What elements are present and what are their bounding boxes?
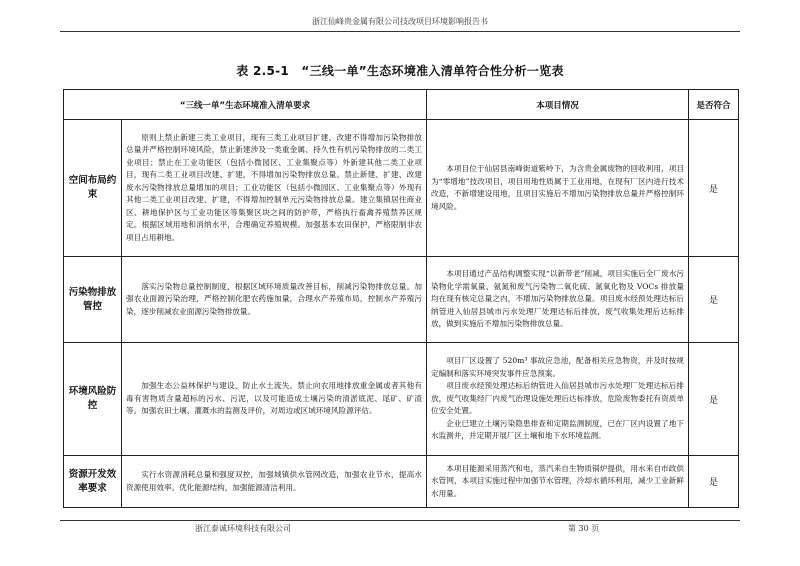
row-situation: 项目厂区设置了 520m³ 事故应急池，配备相关应急物资，并及时按规定编制和落实环境突发事件应急预案。 项目废水经预处理达标后纳管进入仙居县城市污水处理厂处理达标后排放，废气收集经厂内废气治理设施处理后达标排放，危险废物委托有资质单位安全处置。 企业已建立土壤污染隐患排查和定期监测制度，已在厂区内设置了地下水监测井，并定期开展厂区土壤和地下水环境监测。 <box>427 343 689 456</box>
row-category: 空间布局约束 <box>64 120 122 257</box>
table-row <box>64 456 739 508</box>
table-row <box>64 343 739 456</box>
row-result: 是 <box>689 456 739 508</box>
table-header-row <box>64 90 739 120</box>
footer-page-number: 第 30 页 <box>568 524 600 533</box>
row-situation: 本项目通过产品结构调整实现“以新带老”削减，项目实施后全厂废水污染物化学需氧量、氨氮和废气污染物二氧化硫、氮氧化物及 VOCs 排放量均在现有核定总量之内，不增加污染物排放总量。项目废水经预处理达标后纳管进入仙居县城市污水处理厂处理达标后排放，废气收集处理后达标排放，做到实施后不增加污染物排放总量。 <box>427 257 689 343</box>
row-category: 环境风险防控 <box>64 343 122 456</box>
row-requirement: 原则上禁止新建三类工业项目，现有三类工业项目扩建、改建不得增加污染物排放总量并严格控制环境风险，禁止新建涉及一类重金属、持久性有机污染物排放的二类工业项目；禁止在工业功能区（包括小微园区、工业集聚点等）外新建其他二类工业项目，现有二类工业项目改建、扩建，不得增加污染物排放总量。禁止新建、扩建、改建废水污染物排放总量增加的项目；工业功能区（包括小微园区、工业集聚点等）外现有其他二类工业项目改建、扩建，不得增加控制单元污染物排放总量。建立集镇居住商业区、耕地保护区与工业功能区等集聚区块之间的防护带，严格执行畜禽养殖禁养区规定。根据区域用地和消纳水平，合理确定养殖规模。加强基本农田保护，严格限制非农项目占用耕地。 <box>122 120 427 257</box>
page-header: 浙江仙峰贵金属有限公司技改项目环境影响报告书 <box>312 17 488 26</box>
table-row <box>64 257 739 343</box>
row-requirement: 加强生态公益林保护与建设，防止水土流失。禁止向农用地排放重金属或者其他有毒有害物质含量超标的污水、污泥，以及可能造成土壤污染的清淤底泥、尾矿、矿渣等。加强农田土壤、灌溉水的监测及评价，对周边或区域环境风险源评估。 <box>122 343 427 456</box>
row-situation: 本项目能源采用蒸汽和电，蒸汽来自生物质锅炉提供，用水来自市政供水管网，本项目实施过程中加强节水管理，冷却水循环利用，减少工业新鲜水用量。 <box>427 456 689 508</box>
row-category: 污染物排放管控 <box>64 257 122 343</box>
row-requirement: 实行水资源消耗总量和强度双控，加强城镇供水管网改造，加强农业节水，提高水资源使用效率。优化能源结构，加强能源清洁利用。 <box>122 456 427 508</box>
table-title: 表 2.5-1 “三线一单”生态环境准入清单符合性分析一览表 <box>236 64 564 78</box>
row-requirement: 落实污染物总量控制制度，根据区域环境质量改善目标，削减污染物排放总量。加强农业面源污染治理，严格控制化肥农药施加量，合理水产养殖布局，控制水产养殖污染，逐步削减农业面源污染物排放量。 <box>122 257 427 343</box>
row-category: 资源开发效率要求 <box>64 456 122 508</box>
col-header-result: 是否符合 <box>689 90 739 120</box>
row-result: 是 <box>689 257 739 343</box>
header-divider <box>60 31 740 32</box>
row-situation: 本项目位于仙居县南峰街道紫岭下，为含贵金属废物的回收利用，项目为“零增地”技改项目，项目用地性质属于工业用地，在现有厂区内进行技术改造，不新增建设用地，且项目实施后不增加污染物排放总量并严格控制环境风险。 <box>427 120 689 257</box>
col-header-requirements: “三线一单”生态环境准入清单要求 <box>64 90 427 120</box>
footer-company: 浙江泰诚环境科技有限公司 <box>195 524 291 533</box>
col-header-situation: 本项目情况 <box>427 90 689 120</box>
compliance-table <box>63 89 739 508</box>
row-result: 是 <box>689 120 739 257</box>
table-row <box>64 120 739 257</box>
row-result: 是 <box>689 343 739 456</box>
footer-divider <box>60 520 740 521</box>
